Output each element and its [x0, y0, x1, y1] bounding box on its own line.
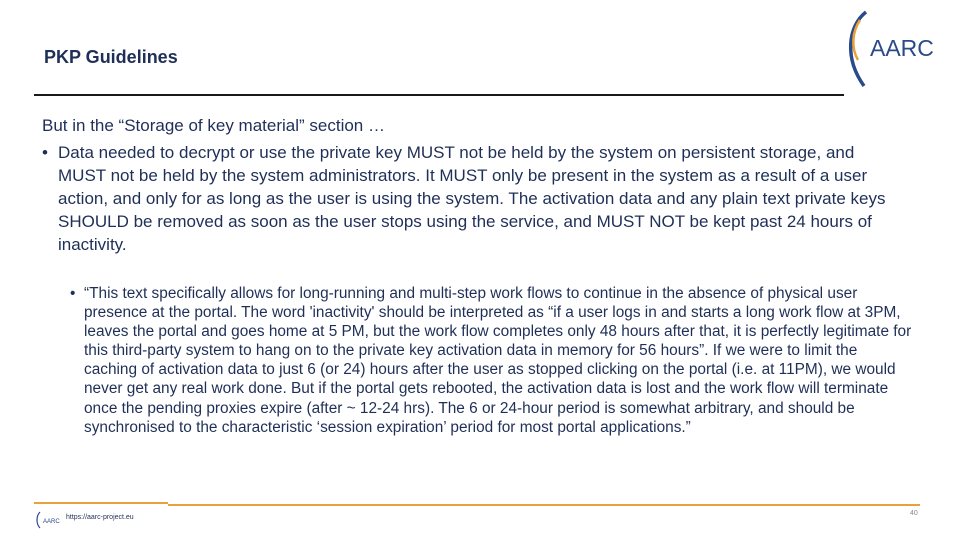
bullet-item-level1: [42, 141, 902, 256]
bullet-dot: •: [70, 285, 76, 302]
bullet-item-level2: [70, 284, 914, 437]
logo-text: AARC: [870, 35, 934, 61]
quote-text: “This text specifically allows for long-running and multi-step work flows to continue in the absence of physical user presence at the portal. The word 'inactivity' should be interpreted as “if a user logs in and starts a long work flow at 3PM, leaves the portal and goes home at 5 PM, but the work flow completes only 48 hours after that, it is perfectly legitimate for this third-party system to hang on to the private key activation data in memory for 56 hours”. If we were to limit the caching of activation data to just 6 (or 24) hours after the user as stopped clicking on the portal (i.e. at 11PM), we would never get any real work done. But if the portal gets rebooted, the activation data is lost and the work flow will terminate once the pending proxies expire (after ~ 12-24 hrs). The 6 or 24-hour period is somewhat arbitrary, and should be synchronised to the characteristic ‘session expiration’ period for most portal applications.”: [84, 285, 912, 436]
footer-url-link[interactable]: https://aarc-project.eu: [66, 514, 134, 521]
footer-logo-text: AARC: [43, 519, 60, 525]
slide-title: PKP Guidelines: [44, 47, 178, 67]
content-body: [42, 116, 902, 256]
footer-divider-left: [34, 502, 168, 504]
footer-divider-right: [168, 504, 920, 506]
intro-line: But in the “Storage of key material” section …: [42, 116, 385, 135]
aarc-logo: [834, 8, 934, 90]
bullet-text: Data needed to decrypt or use the private key MUST not be held by the system on persistent storage, and MUST not be held by the system administrators. It MUST only be present in the system as a result of a user action, and only for as long as the user is using the system. The activation data and any plain text private keys SHOULD be removed as soon as the user stops using the service, and MUST NOT be kept past 24 hours of inactivity.: [58, 143, 886, 254]
bullet-dot: •: [42, 143, 48, 162]
title-divider: [34, 94, 844, 96]
footer-aarc-logo: [34, 510, 66, 530]
page-number: 40: [910, 510, 918, 517]
